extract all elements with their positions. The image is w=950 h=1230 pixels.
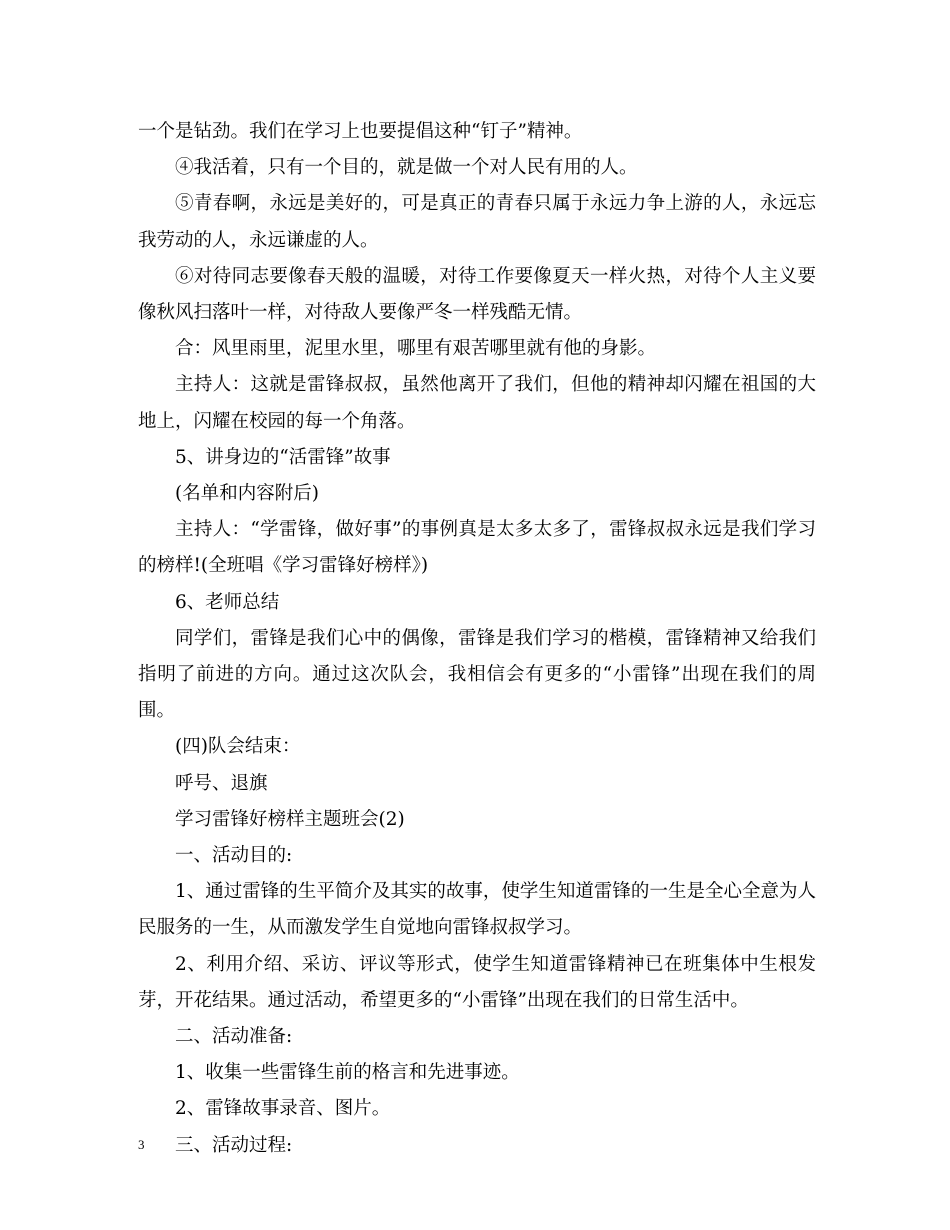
section-heading: 6、老师总结 (175, 591, 280, 613)
section-heading: 一、活动目的: (175, 845, 293, 867)
paragraph: 2、雷锋故事录音、图片。 (175, 1098, 391, 1120)
document-subtitle: 学习雷锋好榜样主题班会(2) (175, 808, 405, 830)
paragraph: ⑤青春啊，永远是美好的，可是真正的青春只属于永远力争上游的人，永远忘我劳动的人，永远谦虚的人。 (138, 193, 816, 251)
paragraph: 合：风里雨里，泥里水里，哪里有艰苦哪里就有他的身影。 (175, 338, 657, 360)
document-body (138, 114, 816, 1164)
paragraph: ④我活着，只有一个目的，就是做一个对人民有用的人。 (175, 157, 638, 179)
paragraph: 一个是钻劲。我们在学习上也要提倡这种“钉子”精神。 (138, 121, 583, 142)
section-heading: 三、活动过程: (175, 1134, 293, 1156)
page-number: 3 (138, 1137, 145, 1152)
paragraph: ⑥对待同志要像春天般的温暖，对待工作要像夏天一样火热，对待个人主义要像秋风扫落叶一样，对待敌人要像严冬一样残酷无情。 (138, 265, 816, 324)
paragraph: 呼号、退旗 (175, 772, 268, 794)
section-heading: (四)队会结束： (175, 736, 301, 758)
paragraph: 1、收集一些雷锋生前的格言和先进事迹。 (175, 1062, 520, 1084)
section-heading: 5、讲身边的“活雷锋”故事 (175, 446, 391, 468)
paragraph: 主持人：“学雷锋，做好事”的事例真是太多太多了，雷锋叔叔永远是我们学习的榜样!(全班唱《学习雷锋好榜样》) (138, 519, 816, 577)
paragraph: 1、通过雷锋的生平简介及其实的故事，使学生知道雷锋的一生是全心全意为人民服务的一生，从而激发学生自觉地向雷锋叔叔学习。 (138, 881, 816, 939)
paragraph: 同学们，雷锋是我们心中的偶像，雷锋是我们学习的楷模，雷锋精神又给我们指明了前进的方向。通过这次队会，我相信会有更多的“小雷锋”出现在我们的周围。 (138, 627, 816, 722)
section-heading: 二、活动准备: (175, 1026, 293, 1048)
paragraph: (名单和内容附后) (175, 483, 319, 505)
paragraph: 主持人：这就是雷锋叔叔，虽然他离开了我们，但他的精神却闪耀在祖国的大地上，闪耀在校园的每一个角落。 (138, 374, 816, 432)
paragraph: 2、利用介绍、采访、评议等形式，使学生知道雷锋精神已在班集体中生根发芽，开花结果。通过活动，希望更多的“小雷锋”出现在我们的日常生活中。 (138, 953, 816, 1011)
